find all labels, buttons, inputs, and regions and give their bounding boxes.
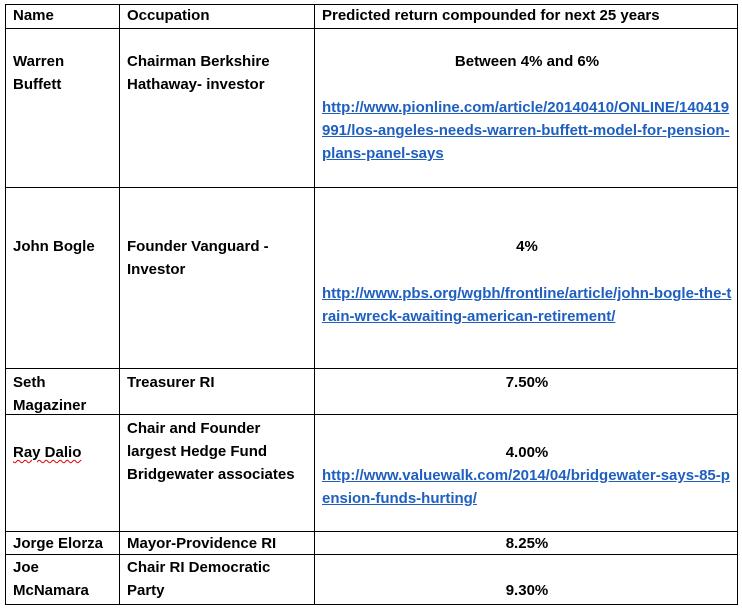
person-name: Jorge Elorza bbox=[13, 535, 104, 552]
predicted-return: 7.50% bbox=[505, 374, 549, 391]
source-link[interactable]: http://www.pbs.org/wgbh/frontline/article/john-bogle-the-train-wreck-awaiting-american-retirement/ bbox=[322, 285, 732, 325]
predicted-return: 8.25% bbox=[505, 535, 549, 552]
person-occupation: Chairman Berkshire Hathaway- investor bbox=[127, 53, 270, 93]
source-link[interactable]: http://www.valuewalk.com/2014/04/bridgewater-says-85-pension-funds-hurting/ bbox=[322, 467, 730, 507]
source-link-cell bbox=[322, 282, 732, 328]
header-predicted-return: Predicted return compounded for next 25 years bbox=[322, 7, 660, 24]
person-occupation: Mayor-Providence RI bbox=[127, 535, 277, 552]
person-name: Joe McNamara bbox=[13, 559, 89, 599]
predicted-return: 4.00% bbox=[505, 444, 549, 461]
predicted-return: Between 4% and 6% bbox=[454, 53, 600, 70]
grid-line bbox=[5, 368, 738, 369]
grid-line bbox=[737, 4, 738, 605]
person-name bbox=[13, 441, 113, 464]
source-link[interactable]: http://www.pionline.com/article/20140410/ONLINE/140419991/los-angeles-needs-warren-buffett-model-for-pension-plans-panel-says bbox=[322, 99, 730, 162]
grid-line bbox=[314, 4, 315, 605]
grid-line bbox=[5, 414, 738, 415]
grid-line bbox=[5, 4, 6, 605]
person-name-text: Ray Dalio bbox=[13, 444, 82, 461]
person-occupation: Founder Vanguard - Investor bbox=[127, 238, 269, 278]
predicted-return: 9.30% bbox=[505, 582, 549, 599]
source-link-cell bbox=[322, 464, 732, 510]
predicted-return: 4% bbox=[516, 238, 538, 255]
person-occupation: Treasurer RI bbox=[127, 374, 215, 391]
grid-line bbox=[5, 187, 738, 188]
person-occupation: Chair and Founder largest Hedge Fund Bridgewater associates bbox=[127, 420, 295, 483]
source-link-cell bbox=[322, 96, 732, 165]
header-name: Name bbox=[13, 7, 54, 24]
header-occupation: Occupation bbox=[127, 7, 210, 24]
person-name: John Bogle bbox=[13, 238, 95, 255]
person-name: Seth Magaziner bbox=[13, 374, 87, 414]
person-occupation: Chair RI Democratic Party bbox=[127, 559, 271, 599]
grid-line bbox=[5, 28, 738, 29]
grid-line bbox=[119, 4, 120, 605]
grid-line bbox=[5, 604, 738, 605]
person-name: Warren Buffett bbox=[13, 53, 65, 93]
